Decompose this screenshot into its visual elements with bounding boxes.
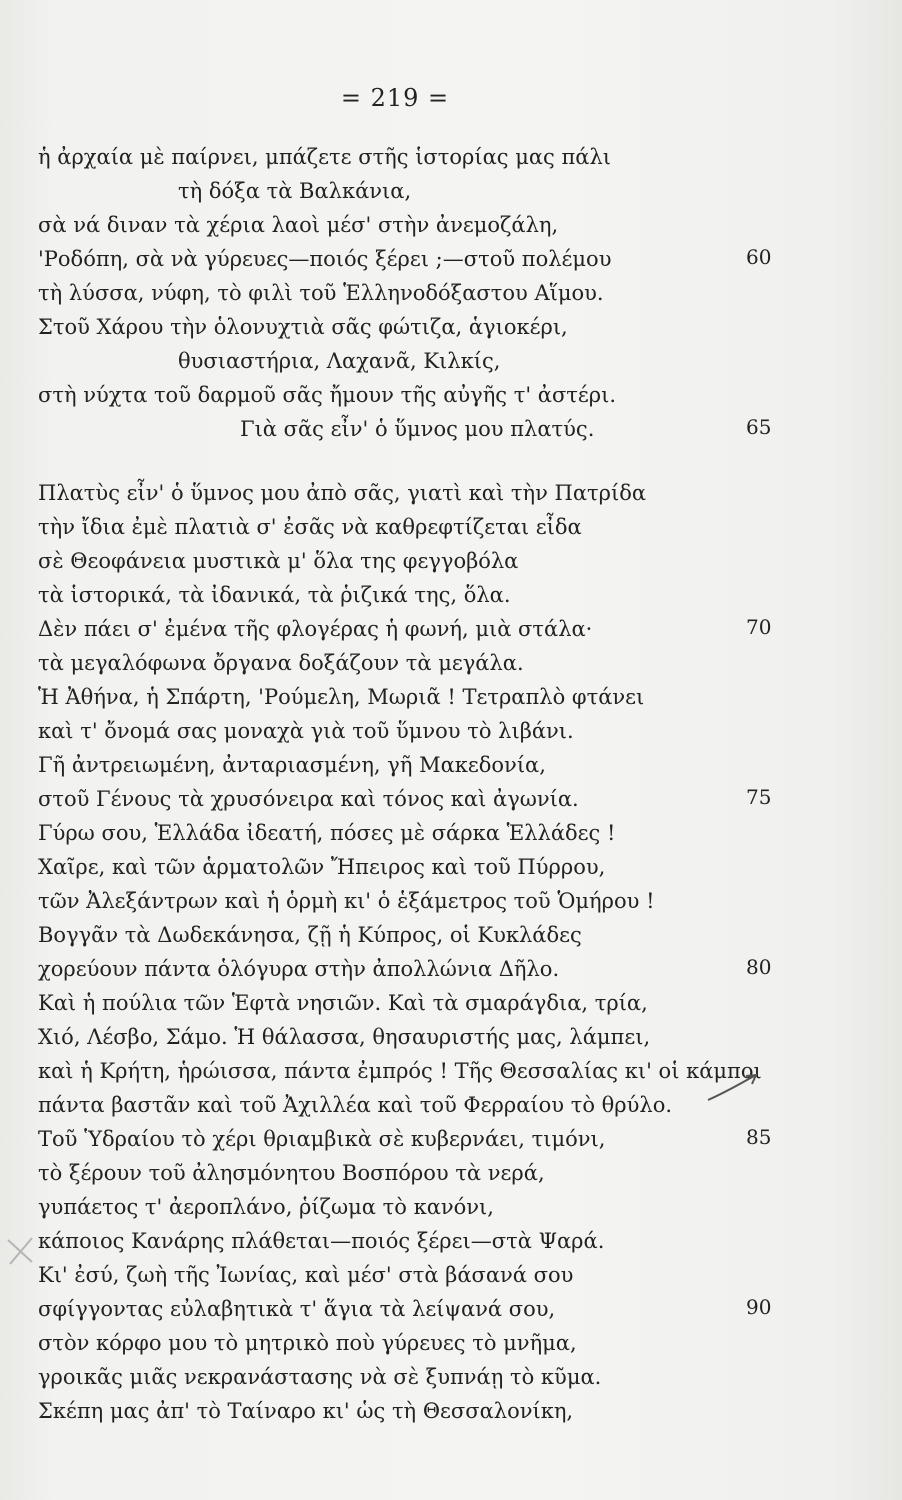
poem-line: χορεύουν πάντα ὁλόγυρα στὴν ἀπολλώνια Δῆλο. bbox=[38, 957, 560, 981]
poem-line: Χιό, Λέσβο, Σάμο. Ἡ θάλασσα, θησαυριστής μας, λάμπει, bbox=[38, 1025, 651, 1049]
poem-line: Σκέπη μας ἀπ' τὸ Ταίναρο κι' ὡς τὴ Θεσσαλονίκη, bbox=[38, 1399, 574, 1423]
poem-line: τὴν ἴδια ἐμὲ πλατιὰ σ' ἐσᾶς νὰ καθρεφτίζεται εἶδα bbox=[38, 515, 582, 539]
line-number: 65 bbox=[746, 415, 772, 439]
poem-line: τὰ μεγαλόφωνα ὄργανα δοξάζουν τὰ μεγάλα. bbox=[38, 651, 524, 675]
poem-line: στὴ νύχτα τοῦ δαρμοῦ σᾶς ἤμουν τῆς αὐγῆς τ' ἀστέρι. bbox=[38, 383, 617, 407]
poem-line: Ἡ Ἀθήνα, ἡ Σπάρτη, 'Ρούμελη, Μωριᾶ ! Τετραπλὸ φτάνει bbox=[38, 685, 645, 709]
poem-line: γυπάετος τ' ἀεροπλάνο, ῥίζωμα τὸ κανόνι, bbox=[38, 1195, 494, 1219]
poem-line: πάντα βαστᾶν καὶ τοῦ Ἀχιλλέα καὶ τοῦ Φερραίου τὸ θρύλο. bbox=[38, 1093, 673, 1117]
poem-line: Δὲν πάει σ' ἐμένα τῆς φλογέρας ἡ φωνή, μιὰ στάλα· bbox=[38, 617, 593, 641]
poem-line: τὰ ἱστορικά, τὰ ἰδανικά, τὰ ῥιζικά της, ὅλα. bbox=[38, 583, 511, 607]
poem-line: Βογγᾶν τὰ Δωδεκάνησα, ζῇ ἡ Κύπρος, οἱ Κυκλάδες bbox=[38, 923, 582, 947]
line-number: 80 bbox=[746, 955, 772, 979]
poem-line: Γῆ ἀντρειωμένη, ἀνταριασμένη, γῆ Μακεδονία, bbox=[38, 753, 546, 777]
poem-line: τὸ ξέρουν τοῦ ἀλησμόνητου Βοσπόρου τὰ νερά, bbox=[38, 1161, 545, 1185]
poem-line: Γύρω σου, Ἑλλάδα ἰδεατή, πόσες μὲ σάρκα Ἑλλάδες ! bbox=[38, 821, 616, 845]
poem-line: Τοῦ Ὑδραίου τὸ χέρι θριαμβικὰ σὲ κυβερνάει, τιμόνι, bbox=[38, 1127, 606, 1151]
poem-line: ἡ ἀρχαία μὲ παίρνει, μπάζετε στῆς ἱστορίας μας πάλι bbox=[38, 145, 612, 169]
poem-line: Χαῖρε, καὶ τῶν ἁρματολῶν Ἤπειρος καὶ τοῦ Πύρρου, bbox=[38, 855, 606, 879]
pencil-arrow-mark-icon bbox=[706, 1070, 766, 1110]
poem-line: Γιὰ σᾶς εἶν' ὁ ὕμνος μου πλατύς. bbox=[240, 417, 595, 441]
poem-line: καὶ ἡ Κρήτη, ἡρώισσα, πάντα ἐμπρός ! Τῆς Θεσσαλίας κι' οἱ κάμποι bbox=[38, 1059, 762, 1083]
poem-line: 'Ροδόπη, σὰ νὰ γύρευες—ποιός ξέρει ;—στοῦ πολέμου bbox=[38, 247, 612, 271]
poem-line: Πλατὺς εἶν' ὁ ὕμνος μου ἀπὸ σᾶς, γιατὶ καὶ τὴν Πατρίδα bbox=[38, 481, 647, 505]
poem-line: γροικᾶς μιᾶς νεκρανάστασης νὰ σὲ ξυπνάῃ τὸ κῦμα. bbox=[38, 1365, 602, 1389]
line-number: 85 bbox=[746, 1125, 772, 1149]
poem-line: τὴ δόξα τὰ Βαλκάνια, bbox=[178, 179, 412, 203]
poem-line: καὶ τ' ὄνομά σας μοναχὰ γιὰ τοῦ ὕμνου τὸ λιβάνι. bbox=[38, 719, 574, 743]
poem-line: σφίγγοντας εὐλαβητικὰ τ' ἅγια τὰ λείψανά σου, bbox=[38, 1297, 556, 1321]
poem-line: Στοῦ Χάρου τὴν ὁλονυχτιὰ σᾶς φώτιζα, ἁγιοκέρι, bbox=[38, 315, 568, 339]
pencil-cross-mark-icon bbox=[4, 1234, 38, 1268]
poem-line: σὰ νά διναν τὰ χέρια λαοὶ μέσ' στὴν ἀνεμοζάλη, bbox=[38, 213, 559, 237]
poem-line: τὴ λύσσα, νύφη, τὸ φιλὶ τοῦ Ἑλληνοδόξαστου Αἵμου. bbox=[38, 281, 604, 305]
poem-line: στὸν κόρφο μου τὸ μητρικὸ ποὺ γύρευες τὸ μνῆμα, bbox=[38, 1331, 577, 1355]
poem-line: Κι' ἐσύ, ζωὴ τῆς Ἰωνίας, καὶ μέσ' στὰ βάσανά σου bbox=[38, 1263, 574, 1287]
poem-line: Καὶ ἡ πούλια τῶν Ἑφτὰ νησιῶν. Καὶ τὰ σμαράγδια, τρία, bbox=[38, 991, 648, 1015]
line-number: 75 bbox=[746, 785, 772, 809]
page-number: = 219 = bbox=[340, 84, 450, 112]
line-number: 60 bbox=[746, 245, 772, 269]
poem-line: στοῦ Γένους τὰ χρυσόνειρα καὶ τόνος καὶ ἀγωνία. bbox=[38, 787, 579, 811]
poem-line: κάποιος Κανάρης πλάθεται—ποιός ξέρει—στὰ Ψαρά. bbox=[38, 1229, 605, 1253]
poem-line: τῶν Ἀλεξάντρων καὶ ἡ ὁρμὴ κι' ὁ ἑξάμετρος τοῦ Ὁμήρου ! bbox=[38, 889, 655, 913]
poem-line: σὲ Θεοφάνεια μυστικὰ μ' ὅλα της φεγγοβόλα bbox=[38, 549, 519, 573]
poem-line: θυσιαστήρια, Λαχανᾶ, Κιλκίς, bbox=[178, 349, 501, 373]
line-number: 90 bbox=[746, 1295, 772, 1319]
line-number: 70 bbox=[746, 615, 772, 639]
